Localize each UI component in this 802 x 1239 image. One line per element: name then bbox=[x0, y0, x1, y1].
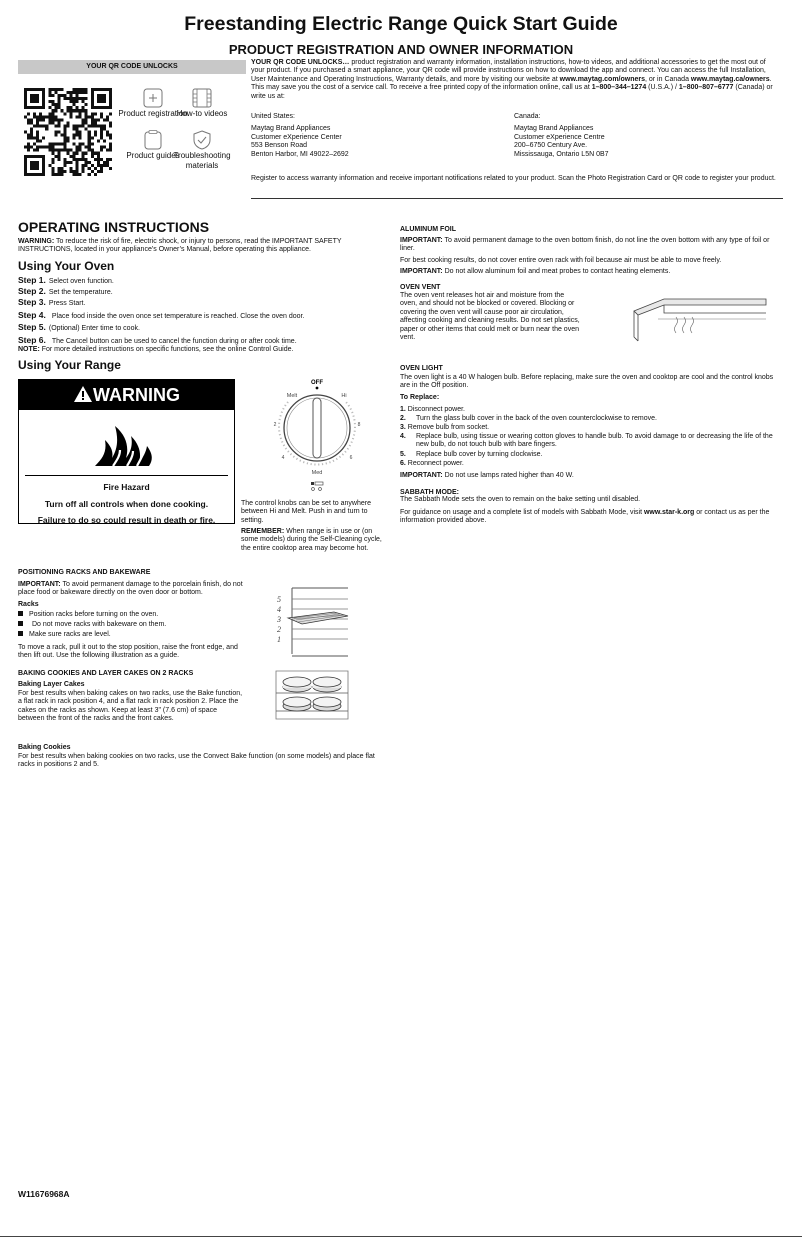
foil-tip: For best cooking results, do not cover entire oven rack with foil because air must be able to move freely. bbox=[400, 257, 722, 264]
cookies-text: For best results when baking cookies on two racks, use the Convect Bake function (on some models) and place flat racks in positions 2 and 5. bbox=[18, 753, 375, 769]
knob-label-melt: Melt bbox=[286, 393, 298, 399]
replace-step: 1. Disconnect power. bbox=[400, 406, 465, 413]
bottom-divider bbox=[0, 1236, 802, 1237]
control-knob-diagram bbox=[262, 376, 372, 494]
step-item: Step 1. Select oven function. bbox=[18, 275, 114, 285]
replace-heading: To Replace: bbox=[400, 394, 440, 401]
plus-icon bbox=[143, 88, 163, 108]
qr-code[interactable] bbox=[24, 88, 112, 176]
link-maytag-us[interactable]: www.maytag.com/owners bbox=[559, 75, 645, 83]
register-note: Register to access warranty information and receive important notifications related to your product. Scan the Photo Registration Card or QR code to register your product. bbox=[251, 175, 776, 182]
knob-label-8: 8 bbox=[357, 422, 361, 428]
tile-label: Product registration bbox=[118, 109, 188, 118]
racks-important: IMPORTANT: To avoid permanent damage to the porcelain finish, do not place food or bakeware directly on the oven door or bottom. bbox=[18, 581, 243, 597]
cookies-subheading: Baking Cookies bbox=[18, 744, 71, 751]
foil-important-2: IMPORTANT: Do not allow aluminum foil and meat probes to contact heating elements. bbox=[400, 268, 671, 275]
warning-line-2: Failure to do so could result in death or fire. bbox=[37, 515, 216, 526]
registration-paragraph: YOUR QR CODE UNLOCKS… product registration and warranty information, installation instructions, how-to videos, and additional accessories to get the most out of your product. If you purchased a smart appliance, your QR code will provide instructions on how to download the app and connect. You can access the full Installation, User Maintenance and Operating Instructions, Warranty details, and more by visiting our website at www.maytag.com/owners, or in Canada www.maytag.ca/owners. This may save you the cost of a service call. To receive a free printed copy of the information online, call us at 1–800–344–1274 (U.S.A.) / 1–800–807–6777 (Canada) or write us at: bbox=[251, 59, 773, 100]
step-item: Step 5. (Optional) Enter time to cook. bbox=[18, 322, 140, 332]
layer-cakes-illustration bbox=[272, 669, 352, 721]
registration-lead: YOUR QR CODE UNLOCKS… bbox=[251, 59, 350, 66]
light-heading: OVEN LIGHT bbox=[400, 365, 443, 372]
qr-unlocks-bar: YOUR QR CODE UNLOCKS bbox=[18, 60, 246, 74]
operating-note: NOTE: For more detailed instructions on specific functions, see the online Control Guide. bbox=[18, 346, 294, 353]
knob-label-4: 4 bbox=[281, 455, 285, 461]
operating-instructions-title: OPERATING INSTRUCTIONS bbox=[18, 219, 210, 235]
cakes-text: For best results when baking cakes on two racks, use the Bake function, a flat rack in rack position 4, and a flat rack in rack position 2. Place the cakes on the racks as shown. Keep at least 3" (7.6 cm) of space between the front of the racks and the front cakes. bbox=[18, 690, 243, 723]
book-icon bbox=[143, 130, 163, 150]
document-title: Freestanding Electric Range Quick Start Guide bbox=[184, 13, 618, 35]
phone-us: 1–800–344–1274 bbox=[591, 84, 647, 92]
fire-icon bbox=[93, 418, 163, 468]
knob-label-hi: Hi bbox=[341, 393, 347, 399]
link-maytag-ca[interactable]: www.maytag.ca/owners bbox=[690, 75, 770, 83]
cakes-subheading: Baking Layer Cakes bbox=[18, 681, 85, 688]
knob-caption: The control knobs can be set to anywhere between Hi and Melt. Push in and turn to setting. bbox=[241, 500, 371, 524]
knob-label-off: OFF bbox=[311, 380, 323, 386]
racks-subheading: Racks bbox=[18, 601, 39, 608]
step-item: Step 3. Press Start. bbox=[18, 297, 86, 307]
racks-heading: POSITIONING RACKS AND BAKEWARE bbox=[18, 569, 151, 576]
fire-hazard-label: Fire Hazard bbox=[103, 482, 150, 492]
replace-step: 5. Replace bulb cover by turning clockwise. bbox=[400, 451, 543, 458]
foil-important-1: IMPORTANT: To avoid permanent damage to the oven bottom finish, do not line the oven bottom with any type of foil or liner. bbox=[400, 237, 770, 253]
using-your-oven-heading: Using Your Oven bbox=[18, 259, 115, 273]
divider bbox=[251, 198, 783, 199]
vent-text: The oven vent releases hot air and moisture from the oven, and should not be blocked or covered. Blocking or covering the oven vent will cause poor air circulation, affecting cooking and cleaning results. Do not set plastics, paper or other items that could melt or burn near the oven vent. bbox=[400, 292, 580, 341]
film-icon bbox=[192, 88, 212, 108]
oven-vent-illustration bbox=[628, 291, 768, 347]
step-item: Step 2. Set the temperature. bbox=[18, 286, 113, 296]
using-your-range-heading: Using Your Range bbox=[18, 358, 121, 372]
address-canada: Canada: Maytag Brand Appliances Customer eXperience Centre 200–6750 Century Ave. Mississauga, Ontario L5N 0B7 bbox=[514, 113, 609, 158]
baking-heading: BAKING COOKIES AND LAYER CAKES ON 2 RACKS bbox=[18, 670, 194, 677]
tile-troubleshooting bbox=[167, 130, 237, 170]
operating-warning: WARNING: To reduce the risk of fire, electric shock, or injury to persons, read the IMPORTANT SAFETY INSTRUCTIONS, located in your appliance’s Owner’s Manual, before operating this appliance. bbox=[18, 238, 342, 254]
vent-heading: OVEN VENT bbox=[400, 284, 441, 291]
tile-how-to-videos bbox=[167, 88, 237, 119]
step-item: Step 6. The Cancel button can be used to cancel the function during or after cook time. bbox=[18, 335, 297, 345]
svg-text:4: 4 bbox=[277, 605, 281, 614]
foil-heading: ALUMINUM FOIL bbox=[400, 226, 456, 233]
section-title-registration: PRODUCT REGISTRATION AND OWNER INFORMATION bbox=[228, 42, 574, 57]
alert-triangle-icon bbox=[73, 385, 93, 403]
svg-text:3: 3 bbox=[277, 615, 281, 624]
link-star-k[interactable]: www.star-k.org bbox=[643, 509, 695, 516]
list-item: Position racks before turning on the oven. bbox=[18, 611, 158, 620]
phone-ca: 1–800–807–6777 bbox=[678, 84, 734, 92]
replace-step: 3. Remove bulb from socket. bbox=[400, 424, 490, 431]
svg-text:2: 2 bbox=[277, 625, 281, 634]
replace-step: 2. Turn the glass bulb cover in the back of the oven counterclockwise to remove. bbox=[400, 415, 657, 422]
knob-label-med: Med bbox=[311, 470, 323, 476]
sabbath-text: The Sabbath Mode sets the oven to remain on the bake setting until disabled. bbox=[400, 496, 641, 503]
svg-text:5: 5 bbox=[277, 595, 281, 604]
fire-hazard-warning bbox=[18, 379, 235, 524]
replace-step: 6. Reconnect power. bbox=[400, 460, 464, 467]
document-code: W11676968A bbox=[18, 1189, 70, 1199]
remember-note: REMEMBER: When range is in use or (on some models) during the Self-Cleaning cycle, the entire cooktop area may become hot. bbox=[241, 528, 382, 552]
warning-line-1: Turn off all controls when done cooking. bbox=[44, 498, 209, 509]
svg-text:1: 1 bbox=[277, 635, 281, 644]
light-important: IMPORTANT: Do not use lamps rated higher than 40 W. bbox=[400, 472, 574, 479]
tile-label: How-to videos bbox=[176, 109, 228, 118]
warning-banner: WARNING bbox=[19, 380, 234, 410]
knob-label-6: 6 bbox=[349, 455, 353, 461]
tile-label: Product guides bbox=[126, 151, 180, 160]
list-item: Do not move racks with bakeware on them. bbox=[18, 621, 166, 630]
list-item: Make sure racks are level. bbox=[18, 631, 111, 640]
step-item: Step 4. Place food inside the oven once set temperature is reached. Close the oven door. bbox=[18, 310, 305, 320]
tile-label: Troubleshooting materials bbox=[173, 151, 231, 170]
address-us: United States: Maytag Brand Appliances Customer eXperience Center 553 Benson Road Benton Harbor, MI 49022–2692 bbox=[251, 113, 349, 158]
rack-positions-illustration bbox=[274, 584, 352, 662]
shield-check-icon bbox=[192, 130, 212, 150]
knob-label-2: 2 bbox=[273, 422, 277, 428]
light-text: The oven light is a 40 W halogen bulb. Before replacing, make sure the oven and cooktop are cool and the control knobs are in the Off position. bbox=[400, 374, 774, 390]
sabbath-heading: SABBATH MODE: bbox=[400, 489, 459, 496]
move-rack-text: To move a rack, pull it out to the stop position, raise the front edge, and then lift out. Use the following illustration as a guide. bbox=[18, 644, 238, 660]
replace-step: 4. Replace bulb, using tissue or wearing cotton gloves to handle bulb. To avoid damage to or decreasing the life of the new bulb, do not touch bulb with bare fingers. bbox=[400, 433, 773, 449]
sabbath-guidance: For guidance on usage and a complete list of models with Sabbath Mode, visit www.star-k.org or contact us as per the information provided above. bbox=[400, 509, 770, 525]
